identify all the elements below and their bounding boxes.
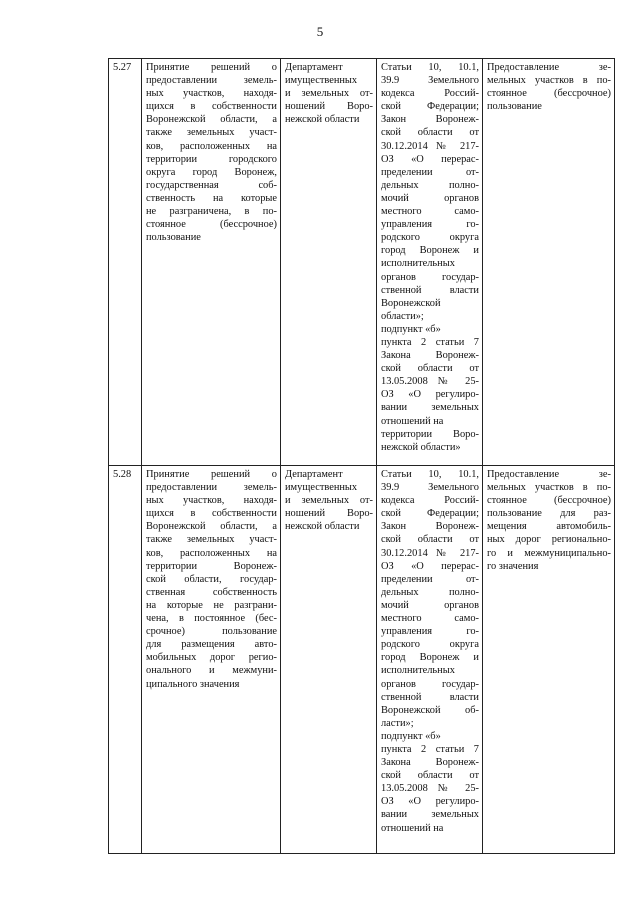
text-line: мобильных дорог регио- (146, 652, 277, 664)
text-line: 30.12.2014 № 217- (381, 140, 479, 152)
text-line: исполнительных (381, 665, 455, 677)
text-line: также земельных участ- (146, 127, 277, 139)
text-line: родского округа (381, 232, 479, 244)
text-line: пользование для раз- (487, 508, 611, 520)
text-line: ской области от (381, 534, 479, 546)
text-line: области»; (381, 310, 424, 322)
text-line: ных дорог регионально- (487, 534, 611, 546)
text-line: стоянное (бессрочное) (146, 219, 277, 231)
text-line: органов государ- (381, 678, 479, 690)
text-line: го и межмуниципально- (487, 547, 611, 559)
text-line: Закона Воронеж- (381, 350, 479, 362)
text-line: ципального значения (146, 678, 240, 690)
row-number-cell (109, 466, 142, 854)
text-line: дельных полно- (381, 586, 479, 598)
text-line: ношений Воро- (285, 508, 373, 520)
text-line: мельных участков в по- (487, 75, 611, 87)
text-line: 39.9 Земельного (381, 75, 479, 87)
text-line: мещения автомобиль- (487, 521, 611, 533)
text-line: чена, в постоянное (бес- (146, 613, 277, 625)
text-line: исполнительных (381, 258, 455, 270)
text-line: ков, расположенных на (146, 547, 277, 559)
text-line: Воронежской области, а (146, 114, 277, 126)
text-line: Закон Воронеж- (381, 521, 479, 533)
text-line: предоставлении земель- (146, 75, 277, 87)
text-line: нежской области» (381, 441, 461, 453)
text-line: ОЗ «О перерас- (381, 560, 479, 572)
text-line: ственность на которые (146, 192, 277, 204)
text-line: стоянное (бессрочное) (487, 495, 611, 507)
legal-basis-cell (377, 466, 483, 854)
text-line: ской Федерации; (381, 101, 479, 113)
text-line: Департамент (285, 62, 343, 73)
service-name-cell (142, 466, 281, 854)
text-line: родского округа (381, 639, 479, 651)
text-line: органов государ- (381, 271, 479, 283)
result-cell (483, 466, 615, 854)
text-line: онального и межмуни- (146, 665, 277, 677)
text-line: срочное) пользование (146, 626, 277, 638)
text-line: Принятие решений о (146, 62, 277, 73)
text-line: ской области от (381, 127, 479, 139)
row-number-cell (109, 59, 142, 466)
text-line: также земельных участ- (146, 534, 277, 546)
legal-basis-cell (377, 59, 483, 466)
text-line: Закон Воронеж- (381, 114, 479, 126)
text-line: Предоставление зе- (487, 62, 611, 73)
text-line: Принятие решений о (146, 469, 277, 480)
text-line: местного само- (381, 613, 479, 625)
text-line: Предоставление зе- (487, 469, 611, 480)
text-line: Воронежской об- (381, 704, 479, 716)
text-line: пункта 2 статьи 7 (381, 336, 479, 348)
text-line: ской Федерации; (381, 508, 479, 520)
text-line: кодекса Россий- (381, 495, 479, 507)
text-line: 39.9 Земельного (381, 482, 479, 494)
text-line: ственной власти (381, 284, 479, 296)
text-line: местного само- (381, 206, 479, 218)
page-number: 5 (316, 24, 324, 39)
text-line: территории Воро- (381, 428, 479, 440)
text-line: ственной власти (381, 691, 479, 703)
text-line: 13.05.2008 № 25- (381, 376, 479, 388)
table-row (109, 59, 615, 466)
text-line: округа город Воронеж, (146, 166, 277, 178)
text-line: ОЗ «О регулиро- (381, 796, 479, 808)
text-line: ской области, государ- (146, 573, 277, 585)
row-number: 5.27 (113, 62, 132, 73)
table-row (109, 466, 615, 854)
text-line: отношений на (381, 415, 444, 427)
text-line: государственная соб- (146, 179, 277, 191)
regulation-table (108, 58, 615, 854)
text-line: нежской области (285, 114, 360, 126)
text-line: ской области от (381, 770, 479, 782)
text-line: ОЗ «О регулиро- (381, 389, 479, 401)
text-line: и земельных от- (285, 495, 373, 507)
text-line: 13.05.2008 № 25- (381, 783, 479, 795)
text-line: предоставлении земель- (146, 482, 277, 494)
result-cell (483, 59, 615, 466)
text-line: щихся в собственности (146, 101, 277, 113)
text-line: подпункт «б» (381, 323, 441, 335)
text-line: пункта 2 статьи 7 (381, 743, 479, 755)
department-cell (281, 466, 377, 854)
text-line: щихся в собственности (146, 508, 277, 520)
text-line: Закона Воронеж- (381, 757, 479, 769)
text-line: отношений на (381, 822, 444, 834)
text-line: ков, расположенных на (146, 140, 277, 152)
text-line: управления го- (381, 626, 479, 638)
text-line: кодекса Россий- (381, 88, 479, 100)
text-line: ношений Воро- (285, 101, 373, 113)
text-line: Статьи 10, 10.1, (381, 469, 479, 480)
text-line: стоянное (бессрочное) (487, 88, 611, 100)
department-cell (281, 59, 377, 466)
text-line: Статьи 10, 10.1, (381, 62, 479, 73)
text-line: пределении от- (381, 166, 479, 178)
text-line: ласти»; (381, 717, 414, 729)
text-line: управления го- (381, 219, 479, 231)
text-line: имущественных (285, 482, 358, 494)
text-line: пользование (146, 232, 201, 244)
text-line: территории Воронеж- (146, 560, 277, 572)
text-line: территории городского (146, 153, 277, 165)
text-line: мочий органов (381, 192, 479, 204)
text-line: Департамент (285, 469, 343, 480)
text-line: пользование (487, 101, 542, 113)
row-number: 5.28 (113, 469, 132, 480)
text-line: пределении от- (381, 573, 479, 585)
text-line: имущественных (285, 75, 358, 87)
text-line: для размещения авто- (146, 639, 277, 651)
text-line: го значения (487, 560, 539, 572)
service-name-cell (142, 59, 281, 466)
text-line: не разграничена, в по- (146, 206, 277, 218)
text-line: ственная собственность (146, 586, 277, 598)
text-line: ных участков, находя- (146, 495, 277, 507)
text-line: 30.12.2014 № 217- (381, 547, 479, 559)
text-line: на которые не разграни- (146, 599, 277, 611)
text-line: подпункт «б» (381, 730, 441, 742)
text-line: ных участков, находя- (146, 88, 277, 100)
text-line: вании земельных (381, 809, 479, 821)
text-line: нежской области (285, 521, 360, 533)
text-line: вании земельных (381, 402, 479, 414)
text-line: мельных участков в по- (487, 482, 611, 494)
text-line: город Воронеж и (381, 652, 479, 664)
text-line: Воронежской области, а (146, 521, 277, 533)
text-line: Воронежской (381, 297, 441, 309)
text-line: мочий органов (381, 599, 479, 611)
text-line: ОЗ «О перерас- (381, 153, 479, 165)
text-line: и земельных от- (285, 88, 373, 100)
text-line: город Воронеж и (381, 245, 479, 257)
text-line: ской области от (381, 363, 479, 375)
text-line: дельных полно- (381, 179, 479, 191)
